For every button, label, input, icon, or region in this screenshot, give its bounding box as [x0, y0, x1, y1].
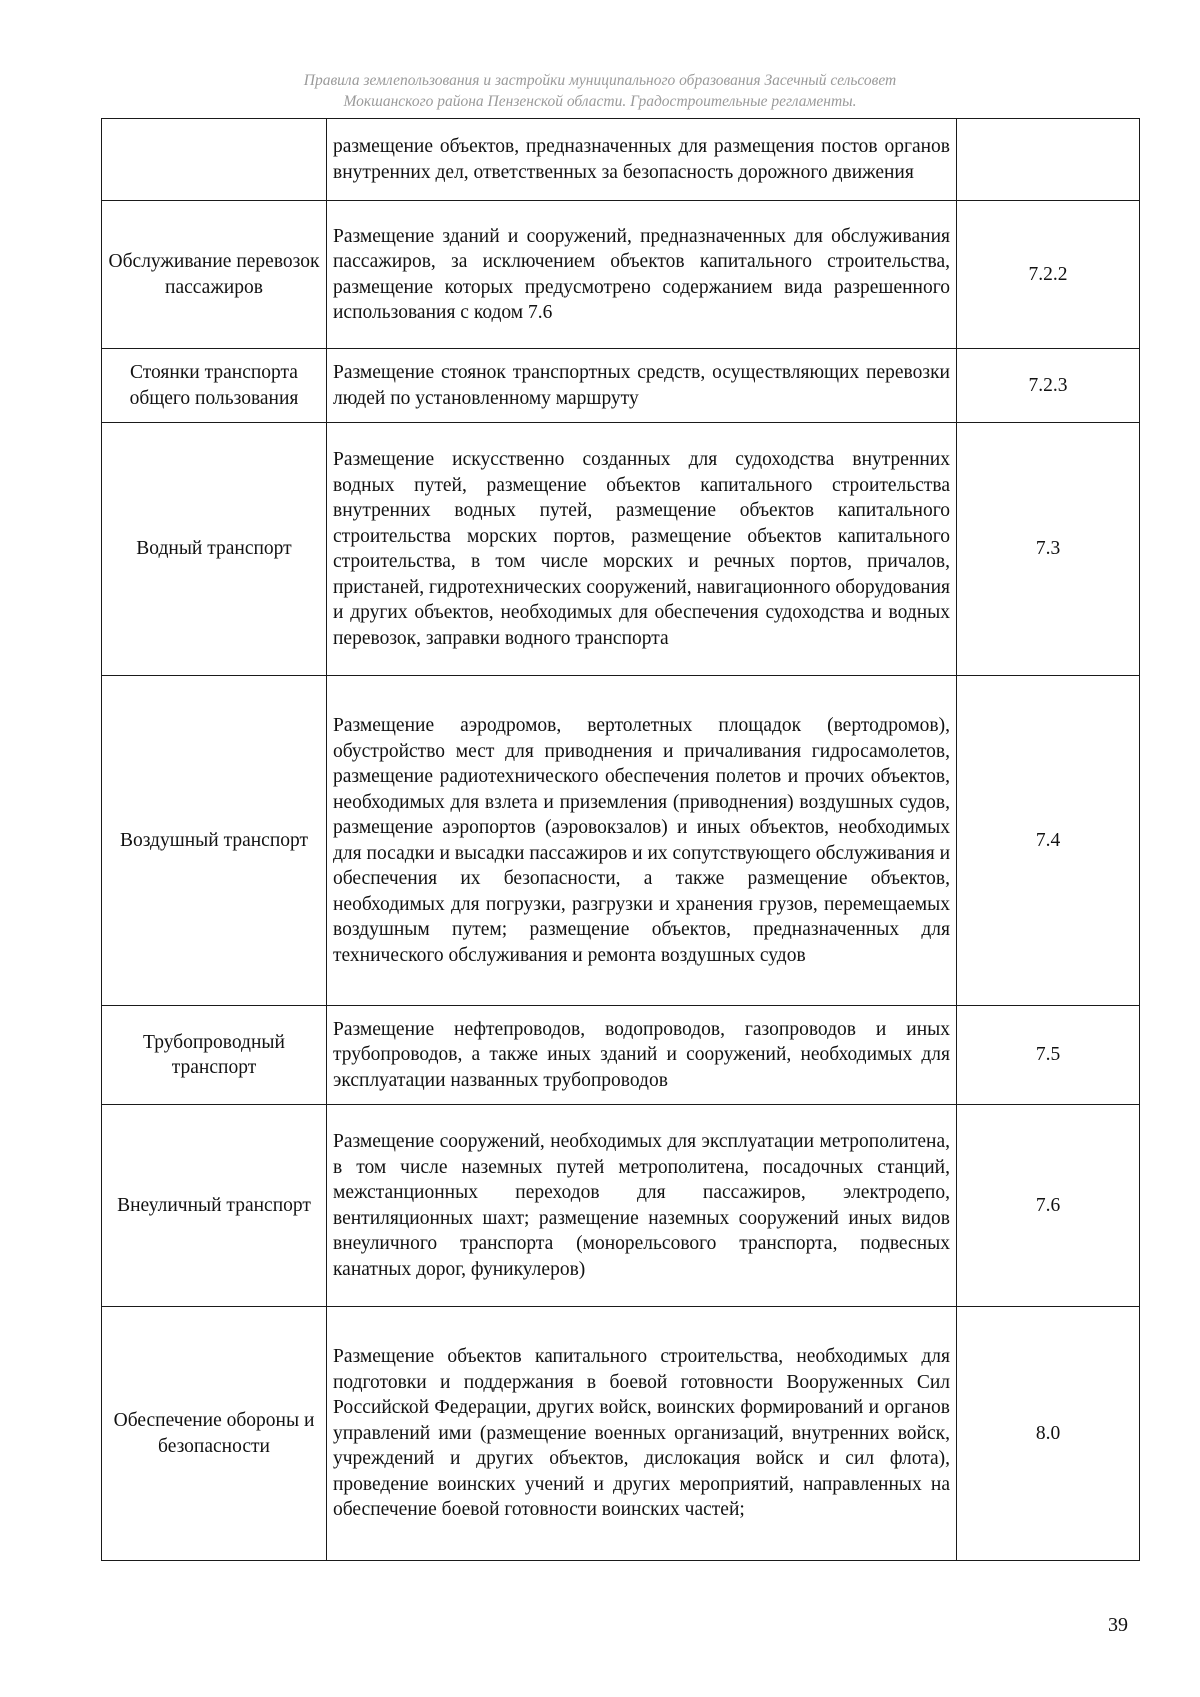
- use-code-cell: 7.6: [957, 1105, 1140, 1307]
- table-row: [102, 201, 1140, 349]
- table-row: [102, 676, 1140, 1006]
- table-row: [102, 119, 1140, 201]
- use-name-cell: Внеуличный транспорт: [102, 1105, 327, 1307]
- use-description-cell: Размещение стоянок транспортных средств, осуществляющих перевозки людей по установленному маршруту: [327, 349, 957, 423]
- land-use-table: [101, 118, 1140, 1561]
- use-code-cell: 7.3: [957, 423, 1140, 676]
- use-description-cell: Размещение искусственно созданных для судоходства внутренних водных путей, размещение объектов капитального строительства внутренних водных путей, размещение объектов капитального строительства морских портов, размещение объектов капитального строительства, в том числе морских и речных портов, причалов, пристаней, гидротехнических сооружений, навигационного оборудования и других объектов, необходимых для обеспечения судоходства и водных перевозок, заправки водного транспорта: [327, 423, 957, 676]
- use-description-cell: Размещение объектов капитального строительства, необходимых для подготовки и поддержания в боевой готовности Вооруженных Сил Российской Федерации, других войск, воинских формирований и органов управлений ими (размещение военных организаций, внутренних войск, учреждений и других объектов, дислокация войск и сил флота), проведение воинских учений и других мероприятий, направленных на обеспечение боевой готовности воинских частей;: [327, 1307, 957, 1561]
- table-row: [102, 1105, 1140, 1307]
- table-row: [102, 1307, 1140, 1561]
- page-number: 39: [1108, 1614, 1128, 1636]
- use-code-cell: 8.0: [957, 1307, 1140, 1561]
- use-name-cell: Обеспечение обороны и безопасности: [102, 1307, 327, 1561]
- use-description-cell: Размещение аэродромов, вертолетных площадок (вертодромов), обустройство мест для приводнения и причаливания гидросамолетов, размещение радиотехнического обеспечения полетов и прочих объектов, необходимых для взлета и приземления (приводнения) воздушных судов, размещение аэропортов (аэровокзалов) и иных объектов, необходимых для посадки и высадки пассажиров и их сопутствующего обслуживания и обеспечения их безопасности, а также размещение объектов, необходимых для погрузки, разгрузки и хранения грузов, перемещаемых воздушным путем; размещение объектов, предназначенных для технического обслуживания и ремонта воздушных судов: [327, 676, 957, 1006]
- use-code-cell: 7.2.2: [957, 201, 1140, 349]
- use-code-cell: [957, 119, 1140, 201]
- use-name-cell: Воздушный транспорт: [102, 676, 327, 1006]
- use-code-cell: 7.2.3: [957, 349, 1140, 423]
- use-description-cell: Размещение сооружений, необходимых для эксплуатации метрополитена, в том числе наземных путей метрополитена, посадочных станций, межстанционных переходов для пассажиров, электродепо, вентиляционных шахт; размещение наземных сооружений иных видов внеуличного транспорта (монорельсового транспорта, подвесных канатных дорог, фуникулеров): [327, 1105, 957, 1307]
- header-line-2: Мокшанского района Пензенской области. Градостроительные регламенты.: [343, 93, 857, 110]
- page-header: [0, 70, 1200, 112]
- use-description-cell: размещение объектов, предназначенных для размещения постов органов внутренних дел, ответственных за безопасность дорожного движения: [327, 119, 957, 201]
- use-name-cell: [102, 119, 327, 201]
- header-line-1: Правила землепользования и застройки муниципального образования Засечный сельсовет: [303, 72, 897, 89]
- use-code-cell: 7.5: [957, 1006, 1140, 1105]
- table-row: [102, 349, 1140, 423]
- use-code-cell: 7.4: [957, 676, 1140, 1006]
- table-row: [102, 1006, 1140, 1105]
- use-description-cell: Размещение нефтепроводов, водопроводов, газопроводов и иных трубопроводов, а также иных зданий и сооружений, необходимых для эксплуатации названных трубопроводов: [327, 1006, 957, 1105]
- use-name-cell: Обслуживание перевозок пассажиров: [102, 201, 327, 349]
- use-name-cell: Водный транспорт: [102, 423, 327, 676]
- use-name-cell: Трубопроводный транспорт: [102, 1006, 327, 1105]
- use-description-cell: Размещение зданий и сооружений, предназначенных для обслуживания пассажиров, за исключением объектов капитального строительства, размещение которых предусмотрено содержанием вида разрешенного использования с кодом 7.6: [327, 201, 957, 349]
- table-row: [102, 423, 1140, 676]
- use-name-cell: Стоянки транспорта общего пользования: [102, 349, 327, 423]
